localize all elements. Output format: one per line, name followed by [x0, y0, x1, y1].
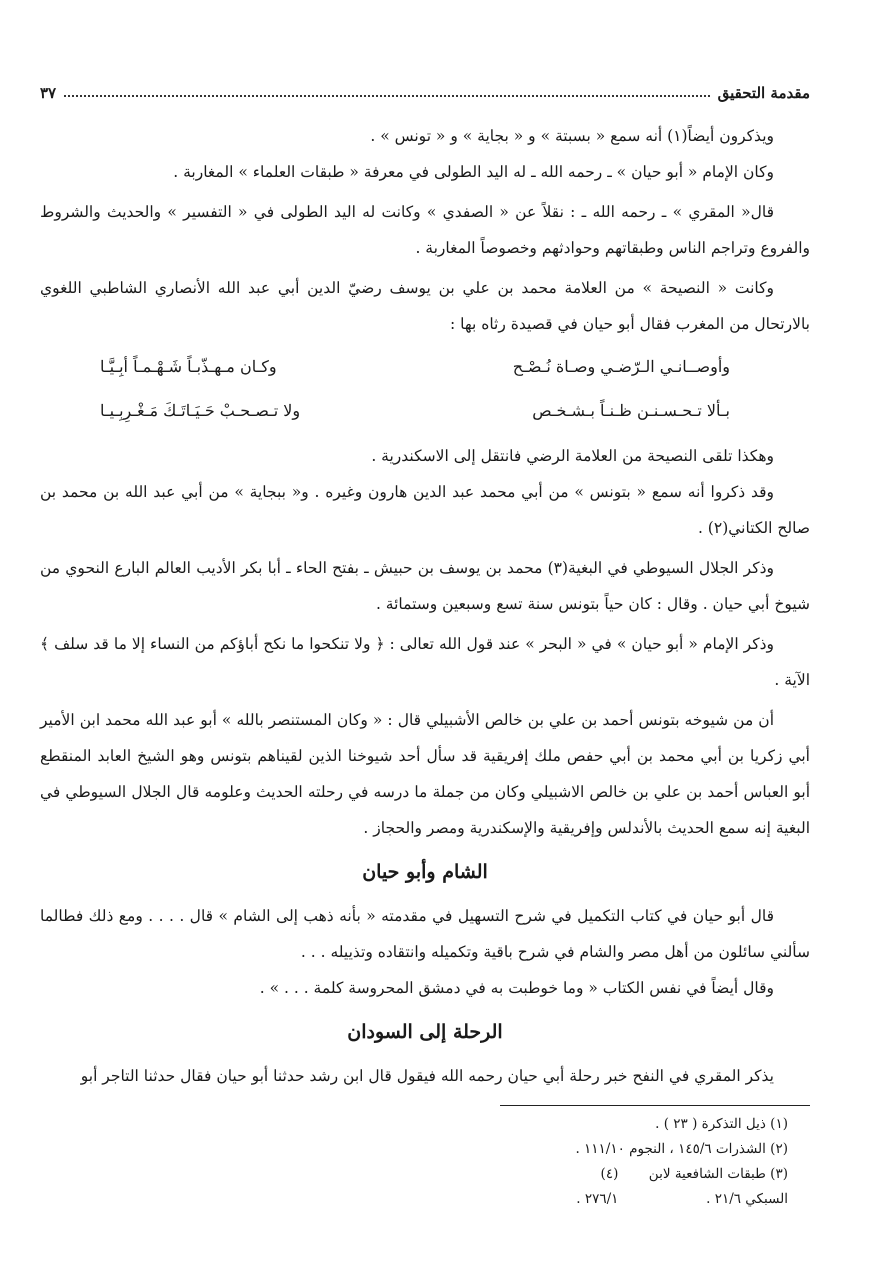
paragraph: يذكر المقري في النفح خبر رحلة أبي حيان رحمه الله فيقول قال ابن رشد حدثنا أبو حيان فقال حدثنا التاجر أبو	[80, 1067, 774, 1085]
footnote: (١) ذيل التذكرة ( ٢٣ ) .	[655, 1116, 788, 1132]
paragraph: وذكر الجلال السيوطي في البغية(٣) محمد بن يوسف بن حبيش ـ بفتح الحاء ـ أبا بكر الأديب العالم البارع النحوي من شيوخ أبي حيان . وقال : كان حياً بتونس سنة تسع وسبعين وستمائة .	[40, 559, 810, 613]
paragraph: وقد ذكروا أنه سمع « بتونس » من أبي محمد عبد الدين هارون وغيره . و« ببجاية » من أبي عبد الله بن محمد بن صالح الكتاني(٢) .	[40, 483, 810, 537]
header-dot-leader	[64, 95, 710, 97]
paragraph: أن من شيوخه بتونس أحمد بن علي بن خالص الأشبيلي قال : « وكان المستنصر بالله » أبو عبد الله محمد ابن الأمير أبي زكريا بن أبي محمد بن أبي حفص ملك إفريقية قد سأل أحد شيوخنا الذين لقيناهم بتونس وهو الشيخ العابد المنقطع أبو العباس أحمد بن علي بن خالص الاشبيلي وكان من جملة ما درسه في رحلته الحديث وعلومه قال الجلال السيوطي في البغية إنه سمع الحديث بالأندلس وإفريقية والإسكندرية ومصر والحجاز .	[40, 711, 810, 837]
footnote: (٢) الشذرات ١٤٥/٦ ، النجوم ١١١/١٠ .	[575, 1141, 788, 1157]
paragraph: وهكذا تلقى النصيحة من العلامة الرضي فانتقل إلى الاسكندرية .	[371, 447, 774, 465]
running-header	[40, 78, 810, 102]
section-heading: الرحلة إلى السودان	[347, 1021, 503, 1043]
verse-first-hemistich: بـألا تـحـسـنـن ظـنـاً بـشـخـص	[532, 401, 730, 420]
paragraph: وقال أيضاً في نفس الكتاب « وما خوطبت به في دمشق المحروسة كلمة . . . » .	[259, 979, 774, 997]
header-title: مقدمة التحقيق	[717, 84, 810, 102]
footnotes	[480, 1105, 810, 1212]
section-heading: الشام وأبو حيان	[362, 861, 488, 883]
paragraph: قال أبو حيان في كتاب التكميل في شرح التسهيل في مقدمته « بأنه ذهب إلى الشام » قال . . . . ومع ذلك فطالما سألني سائلون من أهل مصر والشام في شرح باقية وتكميله وانتقاده وتذييله . . .	[40, 907, 810, 961]
verse-line	[40, 348, 810, 386]
document-page	[40, 0, 810, 1262]
footnote: (٣) طبقات الشافعية لابن السبكي ٢١/٦ .	[648, 1166, 788, 1207]
verse-second-hemistich: وكـان مـهـذّبـاً شَـهْـمـاً أبِـيَّـا	[100, 357, 277, 376]
page-number: ٣٧	[40, 84, 57, 102]
paragraph: وذكر الإمام « أبو حيان » في « البحر » عند قول الله تعالى : ﴿ ولا تنكحوا ما نكح أباؤكم من النساء إلا ما قد سلف ﴾ الآية .	[40, 635, 810, 689]
verse-second-hemistich: ولا تـصـحـبْ حَـيَـاتَـكَ مَـغْـرِبِـيـا	[100, 401, 301, 420]
footnote: (٤) ٢٧٦/١ .	[576, 1166, 619, 1207]
footnote-row	[480, 1162, 810, 1212]
paragraph: وكانت « النصيحة » من العلامة محمد بن علي بن يوسف رضيّ الدين أبي عبد الله الأنصاري الشاطبي اللغوي بالارتحال من المغرب فقال أبو حيان في قصيدة رثاه بها :	[40, 279, 810, 333]
paragraph: ويذكرون أيضاً(١) أنه سمع « بسبتة » و « بجاية » و « تونس » .	[370, 127, 774, 145]
main-text	[40, 118, 810, 1094]
paragraph: وكان الإمام « أبو حيان » ـ رحمه الله ـ له اليد الطولى في معرفة « طبقات العلماء » المغاربة .	[173, 163, 774, 181]
paragraph: قال« المقري » ـ رحمه الله ـ : نقلاً عن « الصفدي » وكانت له اليد الطولى في « التفسير » والحديث والشروط والفروع وتراجم الناس وطبقاتهم وحوادثهم وخصوصاً المغاربة .	[40, 203, 810, 257]
poem	[40, 348, 810, 430]
verse-first-hemistich: وأوصــانـي الـرّضـي وصـاة نُـصْـح	[512, 357, 730, 376]
verse-line	[40, 392, 810, 430]
footnote-separator	[500, 1105, 810, 1106]
